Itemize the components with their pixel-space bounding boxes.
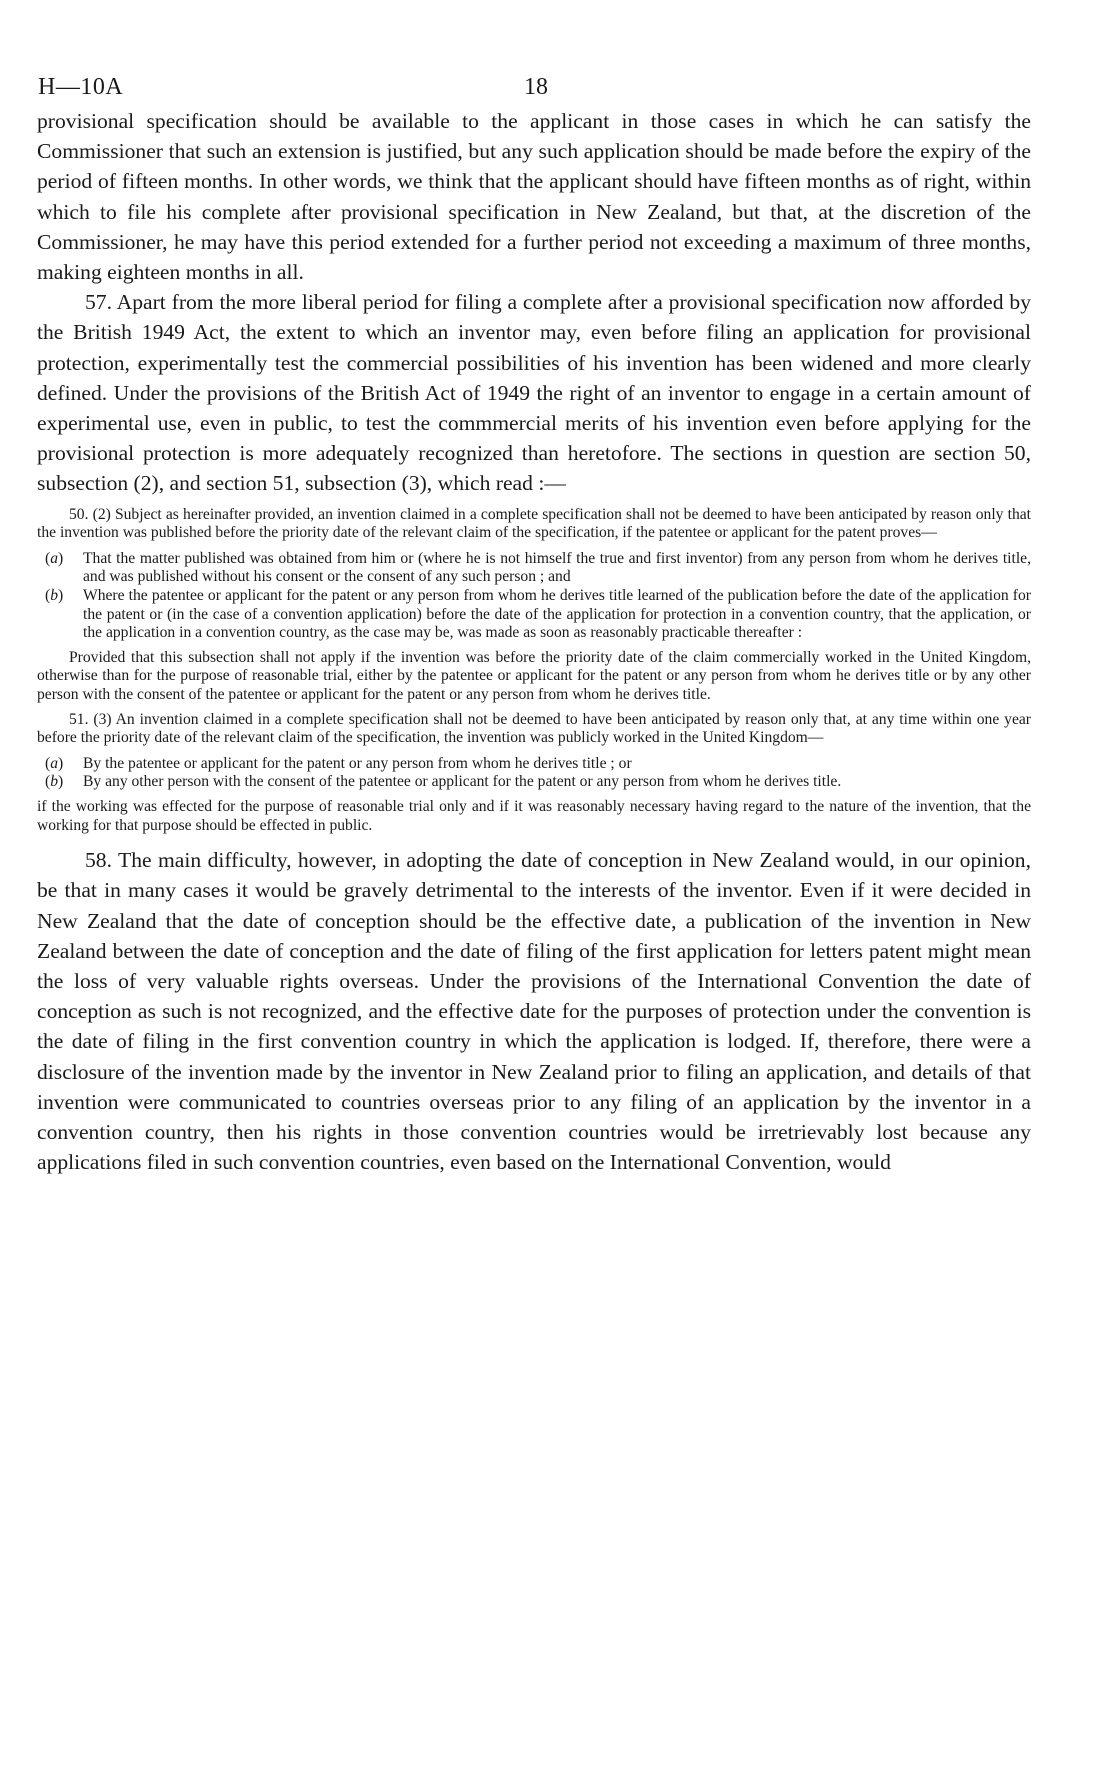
page-body — [37, 106, 1031, 1177]
section-51-list — [45, 755, 1031, 792]
quoted-section-51-tail: if the working was effected for the purpose of reasonable trial only and if it was reasonably necessary having regard to the nature of the invention, that the working for that purpose should be effected in public. — [37, 797, 1031, 834]
document-reference: H—10A — [38, 74, 124, 100]
list-item: (b) Where the patentee or applicant for the patent or any person from whom he derives title learned of the publication before the date of the application for the patent or (in the case of a convention application) before the date of the application for protection in a convention country, that the application, or the application in a convention country, as the case may be, was made as soon as reasonably practicable thereafter : — [45, 587, 1031, 642]
quoted-section-51-3: 51. (3) An invention claimed in a complete specification shall not be deemed to have been anticipated by reason only that, at any time within one year before the priority date of the relevant claim of the specification, the invention was publicly worked in the United Kingdom— — [37, 710, 1031, 747]
list-item-text: By the patentee or applicant for the patent or any person from whom he derives title ; or — [83, 754, 632, 772]
list-marker: b — [50, 587, 58, 605]
list-marker: b — [50, 773, 58, 791]
page-header — [38, 74, 1038, 104]
list-item: (a) By the patentee or applicant for the patent or any person from whom he derives title ; or — [45, 754, 632, 772]
quoted-proviso: Provided that this subsection shall not apply if the invention was before the priority date of the claim commercially worked in the United Kingdom, otherwise than for the purpose of reasonable trial, either by the patentee or applicant for the patent or any person from whom he derives title or by any other person with the consent of the patentee or applicant for the patent or any person from whom he derives title. — [37, 648, 1031, 703]
list-marker: a — [50, 754, 58, 772]
list-marker: a — [50, 549, 58, 567]
paragraph-continued: provisional specification should be available to the applicant in those cases in which he can satisfy the Commissioner that such an extension is justified, but any such application should be made before the expiry of the period of fifteen months. In other words, we think that the applicant should have fifteen months as of right, within which to file his complete after provisional specification in New Zealand, but that, at the discretion of the Commissioner, he may have this period extended for a further period not exceeding a maximum of three months, making eighteen months in all. — [37, 109, 1031, 285]
list-item-text: By any other person with the consent of the patentee or applicant for the patent or any person from whom he derives title. — [83, 773, 842, 791]
list-item-text: That the matter published was obtained from him or (where he is not himself the true and first inventor) from any person from whom he derives title, and was published without his consent or the consent of any such person ; and — [83, 549, 1031, 586]
page-number: 18 — [524, 74, 548, 100]
paragraph-58: 58. The main difficulty, however, in adopting the date of conception in New Zealand would, in our opinion, be that in many cases it would be gravely detrimental to the interests of the inventor. Even if it were decided in New Zealand that the date of conception should be the effective date, a publication of the invention in New Zealand between the date of conception and the date of filing of the first application for letters patent might mean the loss of very valuable rights overseas. Under the provisions of the International Convention the date of conception as such is not recognized, and the effective date for the purposes of protection under the convention is the date of filing in the first convention country in which the application is lodged. If, therefore, there were a disclosure of the invention made by the inventor in New Zealand prior to filing an application, and details of that invention were communicated to countries overseas prior to any filing of an application by the inventor in a convention country, then his rights in those convention countries would be irretrievably lost because any applications filed in such convention countries, even based on the International Convention, would — [37, 848, 1031, 1175]
list-item: (a) That the matter published was obtained from him or (where he is not himself the true and first inventor) from any person from whom he derives title, and was published without his consent or the consent of any such person ; and — [45, 549, 1031, 586]
list-item-text: Where the patentee or applicant for the patent or any person from whom he derives title learned of the publication before the date of the application for the patent or (in the case of a convention application) before the date of the application for protection in a convention country, that the application, or the application in a convention country, as the case may be, was made as soon as reasonably practicable thereafter : — [83, 587, 1031, 642]
paragraph-57: 57. Apart from the more liberal period for filing a complete after a provisional specification now afforded by the British 1949 Act, the extent to which an inventor may, even before filing an application for provisional protection, experimentally test the commercial possibilities of his invention has been widened and more clearly defined. Under the provisions of the British Act of 1949 the right of an inventor to engage in a certain amount of experimental use, even in public, to test the commmercial merits of his invention even before applying for the provisional protection is more adequately recognized than heretofore. The sections in question are section 50, subsection (2), and section 51, subsection (3), which read :— — [37, 290, 1031, 496]
section-50-list — [45, 550, 1031, 643]
quoted-section-50-2: 50. (2) Subject as hereinafter provided, an invention claimed in a complete specification shall not be deemed to have been anticipated by reason only that the invention was published before the priority date of the relevant claim of the specification, if the patentee or applicant for the patent proves— — [37, 505, 1031, 542]
list-item: (b) By any other person with the consent of the patentee or applicant for the patent or any person from whom he derives title. — [45, 773, 842, 791]
